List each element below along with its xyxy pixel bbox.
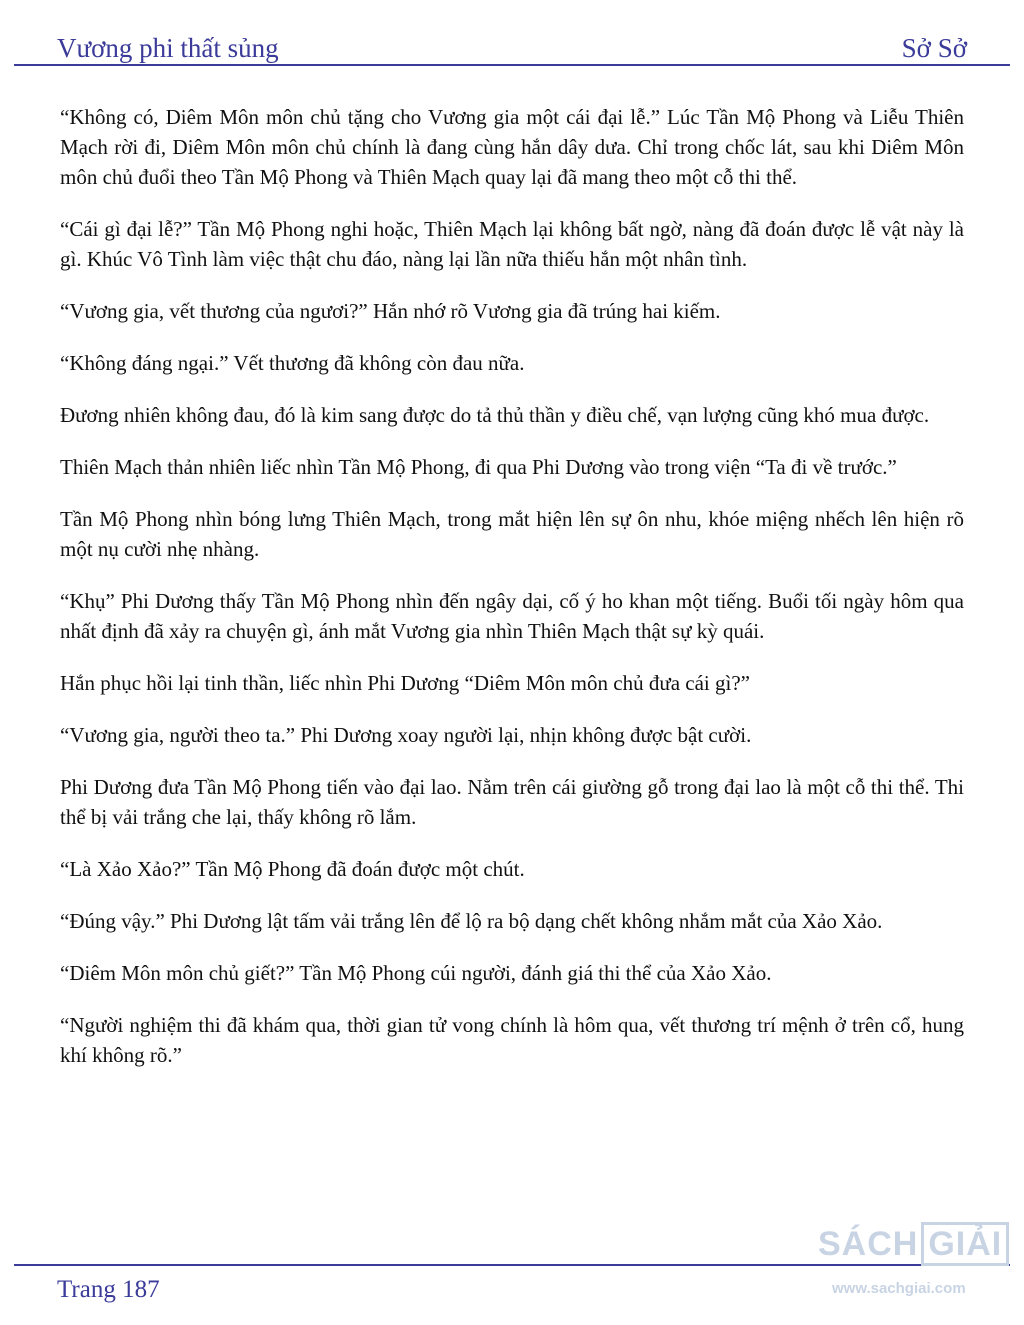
paragraph: “Là Xảo Xảo?” Tần Mộ Phong đã đoán được một chút. bbox=[60, 857, 525, 881]
page-header bbox=[57, 24, 967, 64]
paragraph: “Cái gì đại lễ?” Tần Mộ Phong nghi hoặc, Thiên Mạch lại không bất ngờ, nàng đã đoán được lễ vật này là gì. Khúc Vô Tình làm việc thật chu đáo, nàng lại lần nữa thiếu hắn một nhân tình. bbox=[60, 217, 964, 271]
book-title: Vương phi thất sủng bbox=[57, 33, 279, 63]
page-number: Trang 187 bbox=[57, 1276, 160, 1303]
paragraph: “Vương gia, vết thương của ngươi?” Hắn nhớ rõ Vương gia đã trúng hai kiếm. bbox=[60, 299, 721, 323]
paragraph: Thiên Mạch thản nhiên liếc nhìn Tần Mộ Phong, đi qua Phi Dương vào trong viện “Ta đi về trước.” bbox=[60, 455, 897, 479]
author-name: Sở Sở bbox=[901, 33, 967, 63]
paragraph: “Người nghiệm thi đã khám qua, thời gian tử vong chính là hôm qua, vết thương trí mệnh ở trên cổ, hung khí không rõ.” bbox=[60, 1013, 964, 1067]
watermark-url: www.sachgiai.com bbox=[832, 1280, 966, 1297]
paragraph: “Khụ” Phi Dương thấy Tần Mộ Phong nhìn đến ngây dại, cố ý ho khan một tiếng. Buổi tối ngày hôm qua nhất định đã xảy ra chuyện gì, ánh mắt Vương gia nhìn Thiên Mạch thật sự kỳ quái. bbox=[60, 589, 964, 643]
paragraph: “Vương gia, người theo ta.” Phi Dương xoay người lại, nhịn không được bật cười. bbox=[60, 723, 752, 747]
paragraph: “Không có, Diêm Môn môn chủ tặng cho Vương gia một cái đại lễ.” Lúc Tần Mộ Phong và Liễu Thiên Mạch rời đi, Diêm Môn môn chủ chính là đang cùng hắn dây dưa. Chỉ trong chốc lát, sau khi Diêm Môn môn chủ đuổi theo Tần Mộ Phong và Thiên Mạch quay lại đã mang theo một cỗ thi thể. bbox=[60, 105, 964, 189]
paragraph: “Diêm Môn môn chủ giết?” Tần Mộ Phong cúi người, đánh giá thi thể của Xảo Xảo. bbox=[60, 961, 772, 985]
watermark-brand bbox=[818, 1222, 1018, 1266]
paragraph: Hắn phục hồi lại tinh thần, liếc nhìn Phi Dương “Diêm Môn môn chủ đưa cái gì?” bbox=[60, 671, 750, 695]
watermark-logo bbox=[818, 1222, 1018, 1322]
watermark-brand-box: GIẢI bbox=[921, 1222, 1009, 1266]
paragraph: “Đúng vậy.” Phi Dương lật tấm vải trắng lên để lộ ra bộ dạng chết không nhắm mắt của Xảo Xảo. bbox=[60, 909, 883, 933]
header-divider bbox=[14, 64, 1010, 66]
watermark-brand-left: SÁCH bbox=[818, 1224, 919, 1263]
paragraph: Tần Mộ Phong nhìn bóng lưng Thiên Mạch, trong mắt hiện lên sự ôn nhu, khóe miệng nhếch lên hiện rõ một nụ cười nhẹ nhàng. bbox=[60, 507, 964, 561]
paragraph: Phi Dương đưa Tần Mộ Phong tiến vào đại lao. Nằm trên cái giường gỗ trong đại lao là một cỗ thi thể. Thi thể bị vải trắng che lại, thấy không rõ lắm. bbox=[60, 775, 964, 829]
paragraph: “Không đáng ngại.” Vết thương đã không còn đau nữa. bbox=[60, 351, 525, 375]
paragraph: Đương nhiên không đau, đó là kim sang được do tả thủ thần y điều chế, vạn lượng cũng khó mua được. bbox=[60, 403, 930, 427]
chapter-body bbox=[60, 102, 964, 1092]
